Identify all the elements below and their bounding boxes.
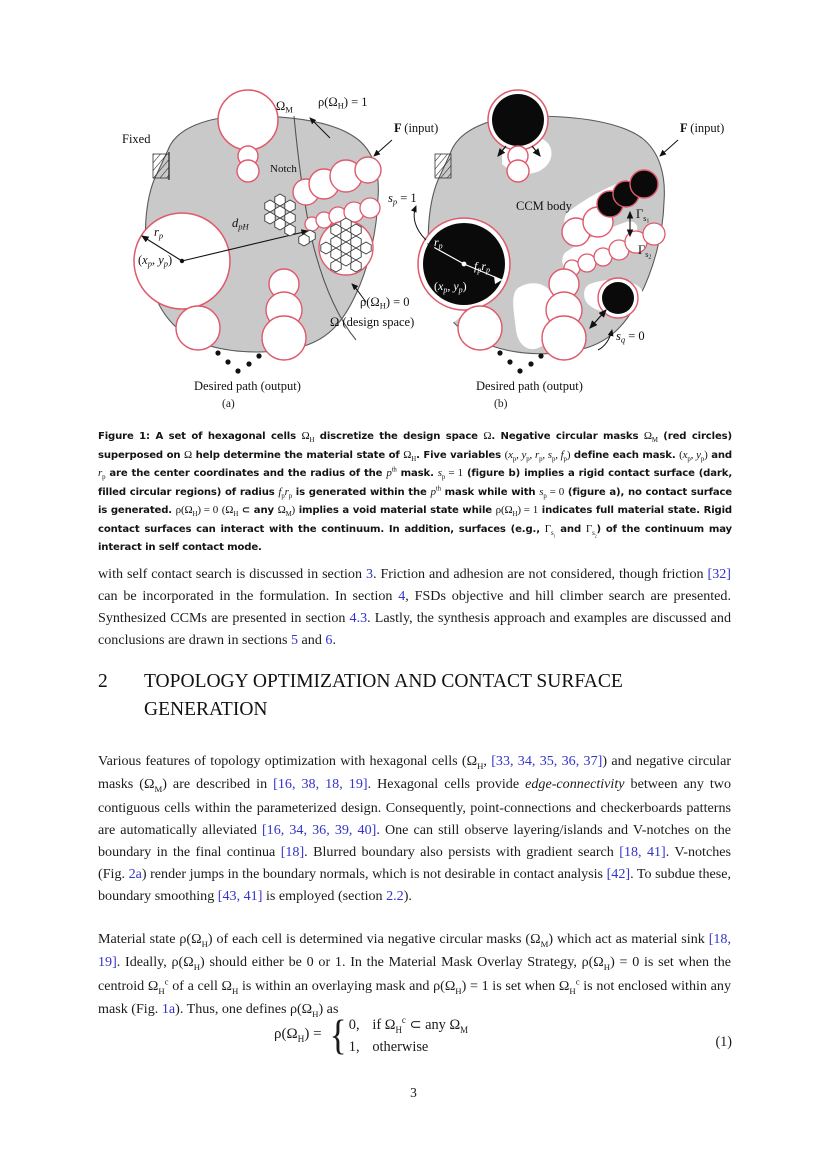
fixed-support-hatch-a bbox=[153, 154, 169, 178]
label-gamma-s1-b: $\Gamma_s1$ bbox=[636, 207, 650, 225]
contact-surface-circle bbox=[602, 282, 634, 314]
sp-one-leader-b bbox=[414, 206, 426, 240]
mask-circle bbox=[458, 306, 502, 350]
mask-circle bbox=[507, 160, 529, 182]
label-rp-a: $r_p$ bbox=[154, 225, 164, 241]
equation-1 bbox=[98, 1012, 732, 1072]
mask-circle bbox=[542, 316, 586, 360]
label-desired-path-b: Desired path (output) bbox=[476, 379, 583, 393]
equation-case-1-condition: if $\Omega_H^c$ ⊂ any $\Omega_M$ bbox=[372, 1015, 469, 1035]
label-ccm-body-b: CCM body bbox=[516, 199, 572, 213]
ref-link[interactable]: [16, 34, 36, 39, 40] bbox=[261, 821, 377, 838]
label-sp-one-b: $s_p = 1$ bbox=[388, 191, 417, 207]
contact-surface-circle bbox=[492, 94, 544, 146]
equation-cases bbox=[349, 1014, 468, 1057]
mask-circle bbox=[218, 90, 278, 150]
ref-link[interactable]: 1a bbox=[161, 1001, 176, 1018]
label-fixed-a: Fixed bbox=[122, 132, 151, 146]
label-force-input-a: F (input) bbox=[394, 121, 439, 135]
label-dph-a: $d_{pH}$ bbox=[232, 216, 249, 232]
figure-panel-b bbox=[388, 90, 724, 393]
section-heading-2 bbox=[98, 668, 732, 723]
equation-case-1-value: 0, bbox=[348, 1016, 360, 1033]
label-fp-rp-b: fprp bbox=[474, 259, 491, 275]
section-number: 2 bbox=[98, 671, 108, 692]
ref-link[interactable]: [43, 41] bbox=[217, 888, 263, 905]
figure-panel-a bbox=[122, 90, 438, 393]
label-gamma-s2-b: $\Gamma_s2$ bbox=[638, 243, 652, 261]
ref-link[interactable]: [18, 41] bbox=[619, 844, 666, 861]
equation-case-1 bbox=[349, 1017, 468, 1033]
section-title-line-1: TOPOLOGY OPTIMIZATION AND CONTACT SURFACE bbox=[144, 671, 623, 692]
ref-link[interactable]: 2.2 bbox=[386, 888, 404, 905]
equation-lhs: $\rho(\Omega_H)$ = bbox=[274, 1026, 322, 1046]
label-center-b: (xp, yp) bbox=[434, 279, 467, 295]
mask-circle bbox=[176, 306, 220, 350]
paragraph-topology-features: Various features of topology optimization with hexagonal cells ($\Omega_H$, [33, 34, 35, 36, 37]) and negative circular masks $(\Omega_M)$ are described in [16, 38, 18, 19]. Hexagonal cells provide edge-connectivity between any two contiguous cells within the parameterized design. Consequently, point-connections and checkerboards patterns are automatically alleviated [16, 34, 36, 39, 40]. One can still observe layering/islands and V-notches on the boundary in the final continua [18]. Blurred boundary also persists with gradient search [18, 41]. V-notches (Fig. 2a) render jumps in the boundary normals, which is not desirable in contact analysis [42]. To subdue these, boundary smoothing [43, 41] is employed (section 2.2). bbox=[98, 753, 732, 905]
figure-1-graphic bbox=[98, 88, 730, 418]
label-notch-a: Notch bbox=[270, 163, 297, 175]
label-omega-m: $\Omega_M$ bbox=[276, 99, 293, 115]
label-rp-b: rp bbox=[434, 235, 443, 251]
desired-path-dots-a bbox=[215, 350, 261, 373]
equation-case-2-value: 1, bbox=[348, 1038, 360, 1055]
page-number: 3 bbox=[410, 1085, 417, 1100]
force-leader-b bbox=[660, 140, 678, 156]
label-rho-one-a: $\rho(\Omega_H) = 1$ bbox=[318, 95, 368, 111]
ref-link[interactable]: [32] bbox=[707, 566, 731, 582]
label-force-input-b: F (input) bbox=[680, 121, 725, 135]
label-sq-zero-b: $s_q = 0$ bbox=[616, 329, 645, 345]
equation-expression bbox=[274, 1014, 468, 1057]
equation-brace: { bbox=[329, 1012, 347, 1059]
figure-subcaptions bbox=[98, 398, 730, 416]
label-rho-zero-a: $\rho(\Omega_H) = 0$ bbox=[360, 295, 410, 311]
label-desired-path-a: Desired path (output) bbox=[194, 379, 301, 393]
figure-caption-label: Figure 1: bbox=[98, 431, 150, 442]
subcaption-b: (b) bbox=[494, 398, 508, 410]
ref-link[interactable]: 4 bbox=[398, 588, 406, 605]
mask-circle bbox=[262, 316, 306, 360]
section-title-line-2: GENERATION bbox=[144, 698, 268, 720]
mask-circle bbox=[237, 160, 259, 182]
fixed-support-hatch-b bbox=[435, 154, 451, 178]
ref-link[interactable]: 2a bbox=[128, 866, 142, 883]
equation-number: (1) bbox=[715, 1034, 732, 1050]
ref-link[interactable]: [33, 34, 35, 36, 37] bbox=[491, 753, 603, 769]
ref-link[interactable]: 6 bbox=[325, 632, 333, 649]
ref-link[interactable]: 5 bbox=[290, 632, 299, 649]
equation-case-2-condition: otherwise bbox=[372, 1038, 429, 1055]
ref-link[interactable]: 4.3 bbox=[349, 610, 368, 627]
ref-link[interactable]: [18] bbox=[280, 844, 305, 861]
subcaption-a: (a) bbox=[222, 398, 235, 410]
equation-case-2 bbox=[349, 1039, 429, 1055]
ref-link[interactable]: 3 bbox=[365, 566, 373, 582]
figure-caption-text: A set of hexagonal cells $\Omega_H$ discretize the design space Ω. Negative circular masks $\Omega_M$ (red circles) superposed on Ω help determine the material state of $\Omega_H$. Five variables ($x_p$, $y_p$, $r_p$, $s_p$, $f_p$) define each mask. ($x_p$, $y_p$) and $r_p$ are the center coordinates and the radius of the $p^{th}$ mask. $s_p = 1$ (figure b) implies a rigid contact surface (dark, filled circular regions) of radius $f_pr_p$ is generated within the $p^{th}$ mask while with $s_p = 0$ (figure a), no contact surface is generated. $\rho(\Omega_H) = 0$ ($\Omega_H$ ⊂ any $\Omega_M$) implies a void material state while $\rho(\Omega_H) = 1$ indicates full material state. Rigid contact surfaces can interact with the continuum. In addition, surfaces (e.g., $\Gamma_{s_1}$ and $\Gamma_{s_2}$) of the continuum may interact in self contact mode. bbox=[98, 430, 733, 554]
ref-link[interactable]: [18, 19] bbox=[98, 931, 731, 971]
ref-link[interactable]: [42] bbox=[606, 866, 631, 883]
figure-1 bbox=[98, 88, 730, 418]
figure-caption bbox=[98, 428, 732, 556]
label-design-space-a: Ω (design space) bbox=[330, 315, 415, 329]
paragraph-material-state: Material state $\rho(\Omega_H)$ of each cell is determined via negative circular masks $(\Omega_M)$ which act as material sink [18, 19]. Ideally, $\rho(\Omega_H)$ should either be 0 or 1. In the Material Mask Overlay Strategy, $\rho(\Omega_H) = 0$ is set when the centroid $\Omega_H^c$ of a cell $\Omega_H$ is within an overlaying mask and $\rho(\Omega_H) = 1$ is set when $\Omega_H^c$ is not enclosed within any mask (Fig. 1a). Thus, one defines $\rho(\Omega_H)$ as bbox=[98, 931, 732, 1020]
paragraph-intro-continuation: with self contact search is discussed in section 3. Friction and adhesion are not considered, though friction [32] can be incorporated in the formulation. In section 4, FSDs objective and hill climber search are presented. Synthesized CCMs are presented in section 4.3. Lastly, the synthesis approach and examples are discussed and conclusions are drawn in sections 5 and 6. bbox=[98, 566, 732, 649]
ref-link[interactable]: [16, 38, 18, 19] bbox=[273, 776, 368, 793]
label-center-a: ($x_p$, $y_p$) bbox=[138, 253, 173, 269]
force-leader-a bbox=[374, 140, 392, 156]
